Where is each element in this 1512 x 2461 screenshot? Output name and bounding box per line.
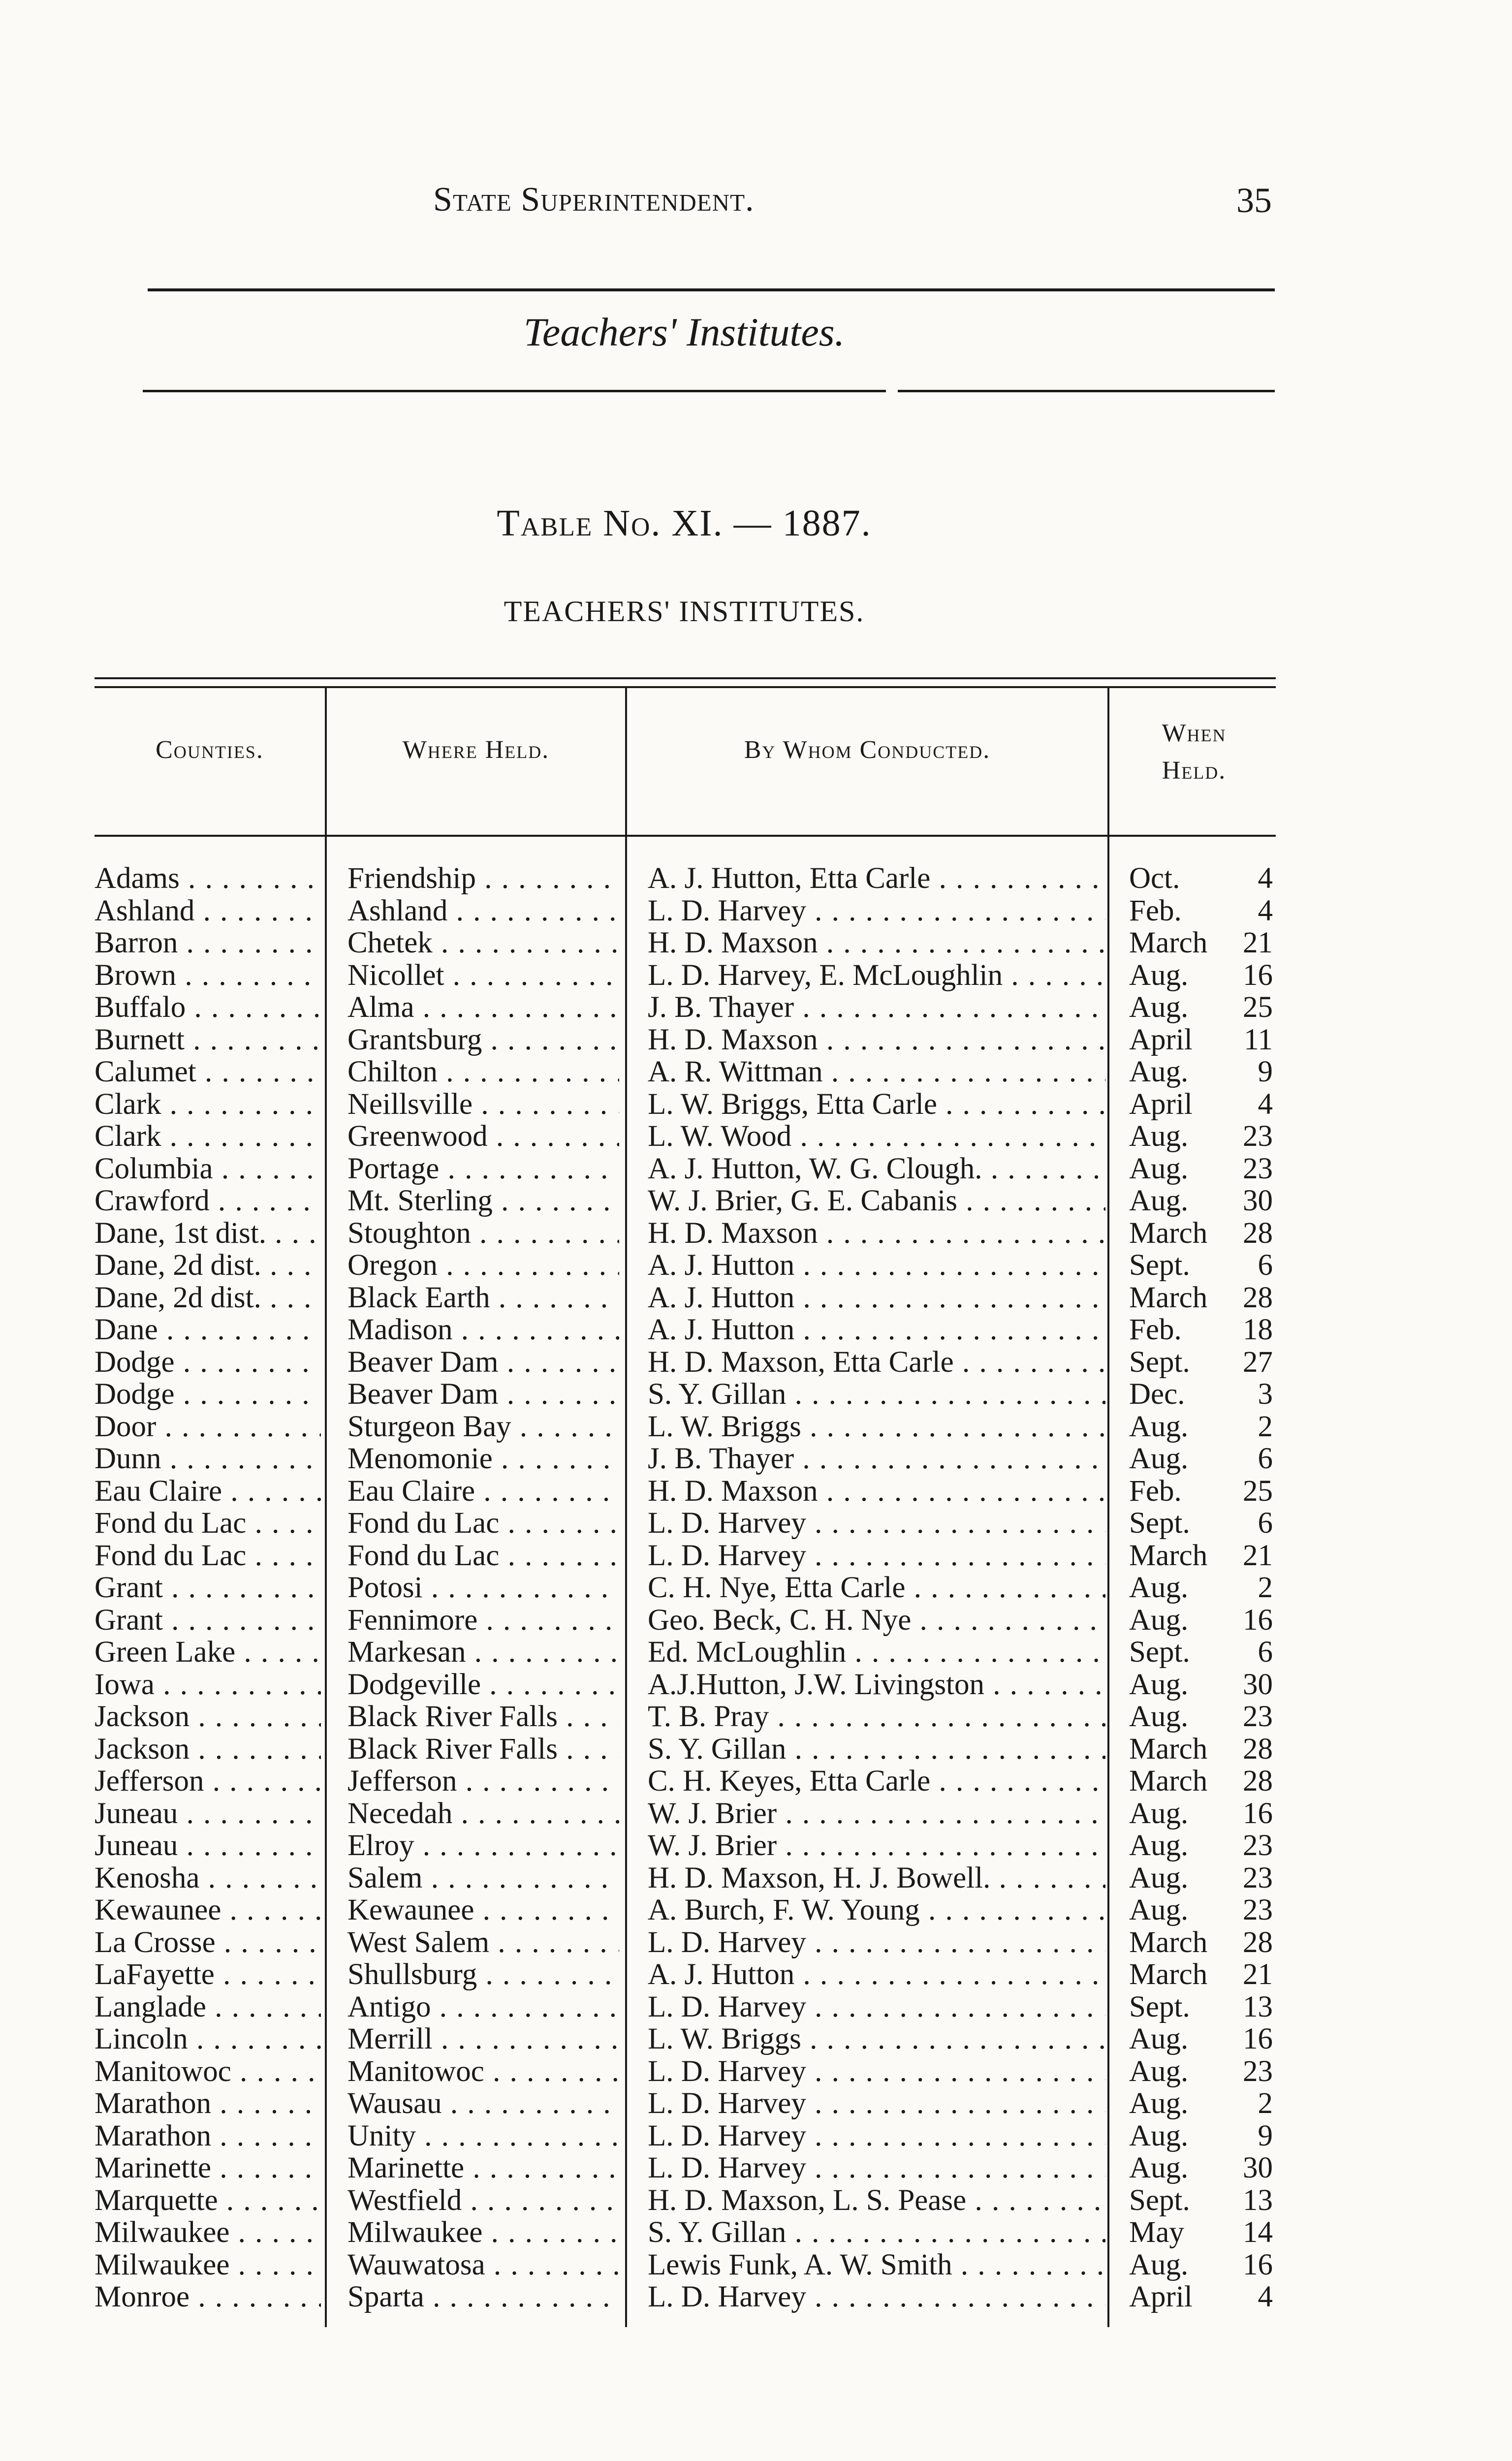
place-cell: Chilton . . . [347,1056,619,1088]
county-cell: Kewaunee . . . [94,1894,321,1926]
month-cell: Feb. [1129,1314,1182,1346]
page-number: 35 [1236,181,1272,220]
place-cell: Shullsburg . . . [347,1958,619,1991]
day-cell: 4 [1258,2281,1273,2313]
place-cell: Manitowoc . . . [347,2055,619,2088]
conductor-cell: L. D. Harvey . . . [648,2120,1105,2152]
conductor-cell: Geo. Beck, C. H. Nye . . . [648,1604,1105,1637]
month-cell: Sept. [1129,1636,1190,1669]
day-cell: 28 [1243,1281,1273,1314]
month-cell: March [1129,1765,1208,1798]
table-row [0,2281,1512,2313]
column-header-by-whom: By Whom Conducted. [744,736,991,764]
day-cell: 2 [1258,2087,1273,2120]
table-row [0,895,1512,927]
day-cell: 25 [1243,991,1273,1024]
conductor-cell: T. B. Pray . . . [648,1701,1105,1733]
table-row [0,1088,1512,1121]
day-cell: 18 [1243,1314,1273,1346]
month-cell: Aug. [1129,1152,1189,1185]
place-cell: Ashland . . . [347,895,619,927]
place-cell: Wauwatosa . . . [347,2249,619,2281]
conductor-cell: H. D. Maxson . . . [648,1217,1105,1250]
county-cell: Dane, 2d dist. . . . [94,1249,321,1282]
header-bottom-rule-1 [94,835,325,837]
table-row [0,2055,1512,2088]
table-row [0,1378,1512,1411]
day-cell: 23 [1243,1862,1273,1894]
county-cell: Jackson . . . [94,1701,321,1733]
county-cell: Jefferson . . . [94,1765,321,1798]
table-row [0,1185,1512,1217]
month-cell: Aug. [1129,2119,1189,2152]
place-cell: Friendship . . . [347,862,619,895]
conductor-cell: H. D. Maxson, Etta Carle . . . [648,1346,1105,1379]
table-row [0,1862,1512,1894]
conductor-cell: A. R. Wittman . . . [648,1056,1105,1088]
county-cell: Brown . . . [94,959,321,992]
table-top-rule-2 [94,686,1276,688]
table-row [0,959,1512,992]
month-cell: March [1129,1539,1208,1572]
conductor-cell: L. D. Harvey . . . [648,2055,1105,2088]
place-cell: Beaver Dam . . . [347,1346,619,1379]
month-cell: Oct. [1129,862,1180,895]
month-cell: Aug. [1129,2152,1189,2184]
month-cell: Feb. [1129,894,1182,927]
day-cell: 2 [1258,1410,1273,1443]
county-cell: Juneau . . . [94,1830,321,1862]
table-row [0,991,1512,1024]
month-cell: Dec. [1129,1378,1185,1411]
day-cell: 30 [1243,2152,1273,2184]
place-cell: Fond du Lac . . . [347,1507,619,1540]
place-cell: Black River Falls . . . [347,1733,619,1766]
place-cell: Merrill . . . [347,2023,619,2055]
county-cell: Jackson . . . [94,1733,321,1766]
conductor-cell: H. D. Maxson . . . [648,927,1105,959]
county-cell: Dodge . . . [94,1346,321,1379]
table-row [0,1894,1512,1926]
day-cell: 13 [1243,1990,1273,2023]
place-cell: Unity . . . [347,2120,619,2152]
table-row [0,1217,1512,1250]
column-header-counties: Counties. [156,736,264,764]
month-cell: Feb. [1129,1475,1182,1507]
county-cell: Dane, 2d dist. . . . [94,1282,321,1314]
conductor-cell: S. Y. Gillan . . . [648,1733,1105,1766]
county-cell: Juneau . . . [94,1798,321,1830]
day-cell: 23 [1243,1152,1273,1185]
conductor-cell: Ed. McLoughlin . . . [648,1636,1105,1669]
place-cell: Elroy . . . [347,1830,619,1862]
table-row [0,2249,1512,2281]
day-cell: 6 [1258,1507,1273,1540]
place-cell: Dodgeville . . . [347,1669,619,1701]
column-header-when-held-line1: When [1162,719,1227,747]
table-row [0,1411,1512,1443]
table-row [0,1830,1512,1862]
month-cell: April [1129,1023,1193,1056]
conductor-cell: A. J. Hutton . . . [648,1282,1105,1314]
table-top-rule-1 [94,677,1276,679]
day-cell: 30 [1243,1668,1273,1701]
place-cell: Antigo . . . [347,1991,619,2023]
table-row [0,1282,1512,1314]
day-cell: 11 [1244,1023,1273,1056]
place-cell: Grantsburg . . . [347,1024,619,1056]
county-cell: Marathon . . . [94,2087,321,2120]
day-cell: 21 [1243,1958,1273,1991]
place-cell: Madison . . . [347,1314,619,1346]
county-cell: Dunn . . . [94,1443,321,1475]
county-cell: Barron . . . [94,927,321,959]
table-row [0,1153,1512,1185]
place-cell: Portage . . . [347,1153,619,1185]
county-cell: Dane, 1st dist. . . . [94,1217,321,1250]
county-cell: Dane . . . [94,1314,321,1346]
section-rule-left [143,390,886,392]
county-cell: Monroe . . . [94,2281,321,2313]
county-cell: Clark . . . [94,1120,321,1153]
month-cell: Aug. [1129,1862,1189,1894]
place-cell: Beaver Dam . . . [347,1378,619,1411]
place-cell: Necedah . . . [347,1798,619,1830]
day-cell: 6 [1258,1636,1273,1669]
table-row [0,1765,1512,1798]
county-cell: Langlade . . . [94,1991,321,2023]
table-row [0,927,1512,959]
conductor-cell: L. D. Harvey . . . [648,1926,1105,1959]
place-cell: Marinette . . . [347,2152,619,2184]
conductor-cell: J. B. Thayer . . . [648,991,1105,1024]
month-cell: Aug. [1129,1894,1189,1926]
place-cell: Nicollet . . . [347,959,619,992]
month-cell: Aug. [1129,1572,1189,1604]
county-cell: Door . . . [94,1411,321,1443]
place-cell: Black Earth . . . [347,1282,619,1314]
county-cell: LaFayette . . . [94,1958,321,1991]
conductor-cell: L. D. Harvey . . . [648,2281,1105,2313]
table-row [0,1701,1512,1733]
county-cell: Eau Claire . . . [94,1475,321,1508]
conductor-cell: L. D. Harvey . . . [648,1507,1105,1540]
month-cell: Aug. [1129,1604,1189,1636]
county-cell: Grant . . . [94,1572,321,1604]
conductor-cell: A. Burch, F. W. Young . . . [648,1894,1105,1926]
day-cell: 23 [1243,1120,1273,1153]
county-cell: Manitowoc . . . [94,2055,321,2088]
day-cell: 2 [1258,1572,1273,1604]
place-cell: Jefferson . . . [347,1765,619,1798]
day-cell: 16 [1243,2023,1273,2055]
table-row [0,862,1512,895]
place-cell: Westfield . . . [347,2184,619,2217]
conductor-cell: H. D. Maxson . . . [648,1024,1105,1056]
place-cell: Wausau . . . [347,2087,619,2120]
conductor-cell: A. J. Hutton . . . [648,1314,1105,1346]
county-cell: Buffalo . . . [94,991,321,1024]
table-row [0,2152,1512,2184]
county-cell: Ashland . . . [94,895,321,927]
column-header-where-held: Where Held. [402,736,550,764]
county-cell: Burnett . . . [94,1024,321,1056]
table-row [0,2216,1512,2249]
conductor-cell: C. H. Keyes, Etta Carle . . . [648,1765,1105,1798]
conductor-cell: L. W. Briggs, Etta Carle . . . [648,1088,1105,1121]
day-cell: 16 [1243,959,1273,991]
month-cell: March [1129,1926,1208,1958]
month-cell: April [1129,2281,1193,2313]
table-row [0,1926,1512,1959]
table-row [0,1636,1512,1669]
section-title: Teachers' Institutes. [523,310,845,354]
month-cell: Aug. [1129,2023,1189,2055]
county-cell: Kenosha . . . [94,1862,321,1894]
table-row [0,2184,1512,2217]
month-cell: April [1129,1088,1193,1120]
conductor-cell: C. H. Nye, Etta Carle . . . [648,1572,1105,1604]
conductor-cell: W. J. Brier, G. E. Cabanis . . . [648,1185,1105,1217]
place-cell: Kewaunee . . . [347,1894,619,1926]
month-cell: Sept. [1129,1346,1190,1378]
day-cell: 4 [1258,1088,1273,1120]
month-cell: Aug. [1129,1701,1189,1733]
county-cell: Dodge . . . [94,1378,321,1411]
county-cell: Green Lake . . . [94,1636,321,1669]
county-cell: Iowa . . . [94,1669,321,1701]
conductor-cell: L. D. Harvey . . . [648,895,1105,927]
place-cell: Mt. Sterling . . . [347,1185,619,1217]
section-rule-right [898,390,1275,392]
day-cell: 28 [1243,1733,1273,1765]
day-cell: 4 [1258,862,1273,895]
conductor-cell: S. Y. Gillan . . . [648,2216,1105,2249]
conductor-cell: H. D. Maxson, H. J. Bowell. . . . [648,1862,1105,1894]
table-row [0,1572,1512,1604]
day-cell: 16 [1243,1604,1273,1636]
county-cell: Clark . . . [94,1088,321,1121]
conductor-cell: S. Y. Gillan . . . [648,1378,1105,1411]
county-cell: Lincoln . . . [94,2023,321,2055]
conductor-cell: Lewis Funk, A. W. Smith . . . [648,2249,1105,2281]
month-cell: Sept. [1129,1249,1190,1282]
day-cell: 28 [1243,1926,1273,1958]
place-cell: West Salem . . . [347,1926,619,1959]
table-row [0,1669,1512,1701]
month-cell: Aug. [1129,959,1189,991]
month-cell: Sept. [1129,1507,1190,1540]
place-cell: Eau Claire . . . [347,1475,619,1508]
conductor-cell: L. D. Harvey . . . [648,1991,1105,2023]
county-cell: Crawford . . . [94,1185,321,1217]
header-bottom-rule-3 [627,835,1107,837]
table-row [0,1056,1512,1088]
day-cell: 9 [1258,1056,1273,1088]
place-cell: Oregon . . . [347,1249,619,1282]
day-cell: 9 [1258,2119,1273,2152]
month-cell: March [1129,1217,1208,1249]
month-cell: Aug. [1129,1120,1189,1153]
conductor-cell: H. D. Maxson, L. S. Pease . . . [648,2184,1105,2217]
table-row [0,2120,1512,2152]
day-cell: 6 [1258,1249,1273,1282]
day-cell: 21 [1243,1539,1273,1572]
header-bottom-rule-2 [327,835,625,837]
day-cell: 23 [1243,1701,1273,1733]
conductor-cell: L. D. Harvey . . . [648,2087,1105,2120]
conductor-cell: A.J.Hutton, J.W. Livingston . . . [648,1669,1105,1701]
day-cell: 23 [1243,1830,1273,1862]
county-cell: Adams . . . [94,862,321,895]
conductor-cell: L. D. Harvey . . . [648,2152,1105,2184]
running-head: State Superintendent. [433,181,755,219]
place-cell: Neillsville . . . [347,1088,619,1121]
place-cell: Milwaukee . . . [347,2216,619,2249]
table-row [0,1733,1512,1766]
month-cell: Aug. [1129,1410,1189,1443]
month-cell: Aug. [1129,1185,1189,1217]
county-cell: Marinette . . . [94,2152,321,2184]
conductor-cell: J. B. Thayer . . . [648,1443,1105,1475]
county-cell: Marathon . . . [94,2120,321,2152]
county-cell: Fond du Lac . . . [94,1540,321,1572]
day-cell: 30 [1243,1185,1273,1217]
conductor-cell: L. W. Briggs . . . [648,2023,1105,2055]
table-subtitle: TEACHERS' INSTITUTES. [504,595,865,628]
county-cell: Milwaukee . . . [94,2249,321,2281]
place-cell: Black River Falls . . . [347,1701,619,1733]
day-cell: 21 [1243,927,1273,959]
county-cell: La Crosse . . . [94,1926,321,1959]
day-cell: 28 [1243,1765,1273,1798]
table-row [0,1798,1512,1830]
month-cell: Aug. [1129,1668,1189,1701]
day-cell: 6 [1258,1443,1273,1475]
day-cell: 13 [1243,2184,1273,2216]
day-cell: 23 [1243,2055,1273,2087]
month-cell: March [1129,1958,1208,1991]
table-row [0,1120,1512,1153]
column-header-when-held [1109,715,1279,789]
month-cell: Aug. [1129,2087,1189,2120]
header-bottom-rule-4 [1109,835,1276,837]
day-cell: 23 [1243,1894,1273,1926]
month-cell: Sept. [1129,2184,1190,2216]
county-cell: Marquette . . . [94,2184,321,2217]
table-row [0,2087,1512,2120]
table-row [0,1507,1512,1540]
table-row [0,1443,1512,1475]
conductor-cell: W. J. Brier . . . [648,1798,1105,1830]
table-title: Table No. XI. — 1887. [497,503,872,544]
table-row [0,1540,1512,1572]
header-rule [148,288,1275,291]
month-cell: March [1129,1733,1208,1765]
table-row [0,1604,1512,1637]
table-row [0,1346,1512,1379]
table-row [0,1475,1512,1508]
month-cell: Sept. [1129,1990,1190,2023]
conductor-cell: W. J. Brier . . . [648,1830,1105,1862]
place-cell: Fond du Lac . . . [347,1540,619,1572]
conductor-cell: L. W. Briggs . . . [648,1411,1105,1443]
table-row [0,1249,1512,1282]
place-cell: Sturgeon Bay . . . [347,1411,619,1443]
day-cell: 16 [1243,1797,1273,1830]
month-cell: Aug. [1129,1830,1189,1862]
conductor-cell: A. J. Hutton, W. G. Clough. . . . [648,1153,1105,1185]
county-cell: Milwaukee . . . [94,2216,321,2249]
day-cell: 4 [1258,894,1273,927]
conductor-cell: A. J. Hutton . . . [648,1249,1105,1282]
conductor-cell: L. D. Harvey . . . [648,1540,1105,1572]
day-cell: 28 [1243,1217,1273,1249]
place-cell: Markesan . . . [347,1636,619,1669]
day-cell: 3 [1258,1378,1273,1411]
day-cell: 25 [1243,1475,1273,1507]
table-row [0,1024,1512,1056]
county-cell: Columbia . . . [94,1153,321,1185]
county-cell: Grant . . . [94,1604,321,1637]
month-cell: Aug. [1129,2055,1189,2087]
place-cell: Menomonie . . . [347,1443,619,1475]
county-cell: Fond du Lac . . . [94,1507,321,1540]
table-row [0,1314,1512,1346]
conductor-cell: L. D. Harvey, E. McLoughlin . . . [648,959,1105,992]
place-cell: Fennimore . . . [347,1604,619,1637]
table-row [0,1958,1512,1991]
table-row [0,1991,1512,2023]
month-cell: Aug. [1129,1443,1189,1475]
month-cell: March [1129,927,1208,959]
place-cell: Salem . . . [347,1862,619,1894]
place-cell: Alma . . . [347,991,619,1024]
month-cell: Aug. [1129,2248,1189,2281]
day-cell: 16 [1243,2248,1273,2281]
table-body [0,862,1512,2313]
day-cell: 14 [1243,2216,1273,2249]
county-cell: Calumet . . . [94,1056,321,1088]
conductor-cell: H. D. Maxson . . . [648,1475,1105,1508]
place-cell: Sparta . . . [347,2281,619,2313]
month-cell: March [1129,1281,1208,1314]
month-cell: Aug. [1129,1056,1189,1088]
conductor-cell: A. J. Hutton . . . [648,1958,1105,1991]
month-cell: May [1129,2216,1184,2249]
month-cell: Aug. [1129,991,1189,1024]
table-row [0,2023,1512,2055]
column-header-when-held-line2: Held. [1162,757,1227,785]
conductor-cell: A. J. Hutton, Etta Carle . . . [648,862,1105,895]
conductor-cell: L. W. Wood . . . [648,1120,1105,1153]
place-cell: Stoughton . . . [347,1217,619,1250]
month-cell: Aug. [1129,1797,1189,1830]
place-cell: Potosi . . . [347,1572,619,1604]
place-cell: Chetek . . . [347,927,619,959]
day-cell: 27 [1243,1346,1273,1378]
place-cell: Greenwood . . . [347,1120,619,1153]
